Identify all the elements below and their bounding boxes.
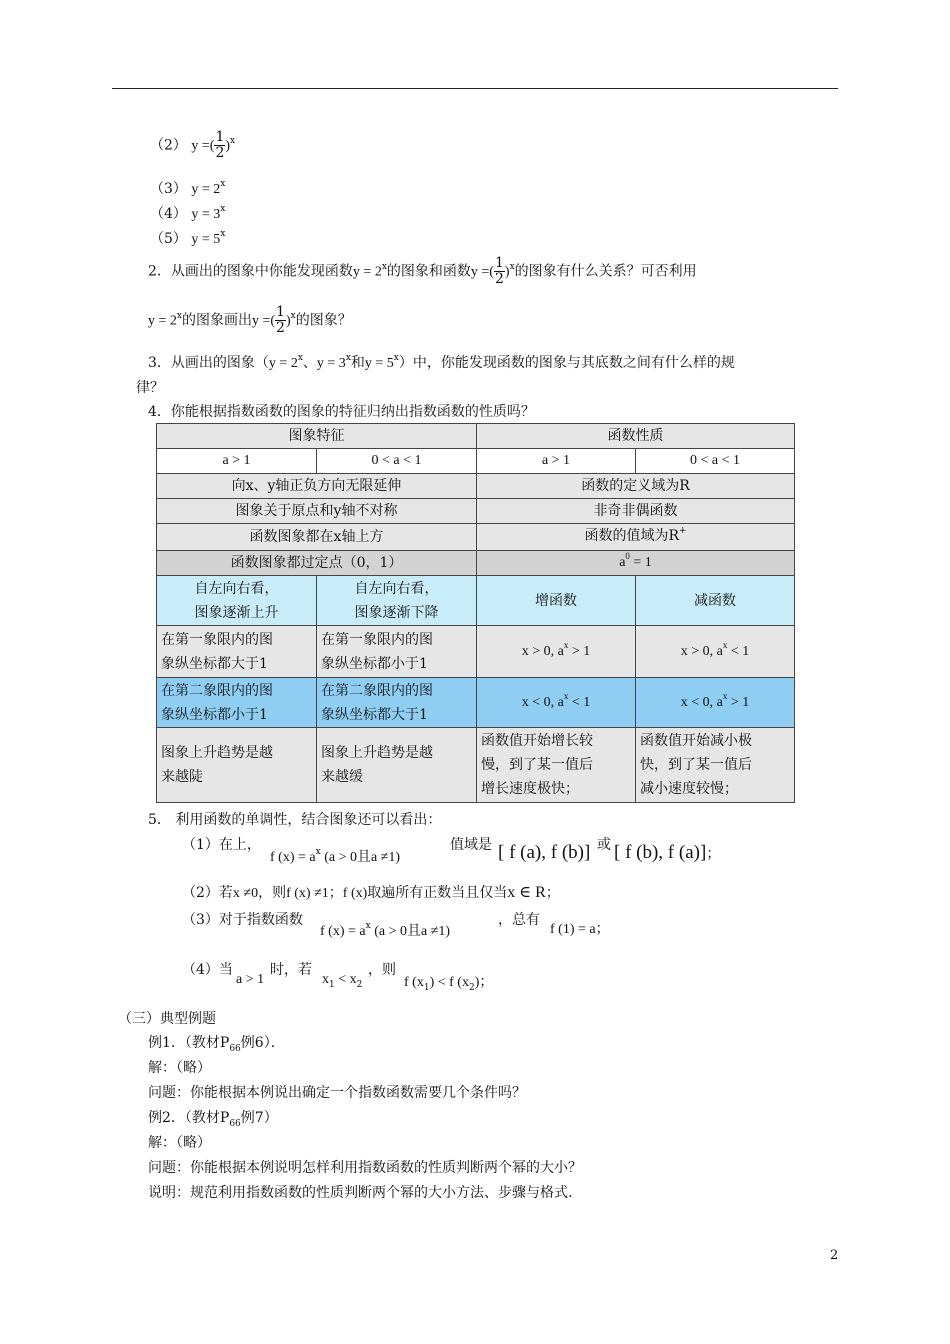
subheader-cell: 0 < a < 1 xyxy=(317,449,477,474)
section-heading: （三）典型例题 xyxy=(118,1011,216,1027)
properties-table xyxy=(156,423,795,803)
table-row xyxy=(157,576,795,626)
table-cell: 图象上升趋势是越 来越缓 xyxy=(317,728,477,803)
table-cell: 图象关于原点和y轴不对称 xyxy=(157,499,477,524)
table-cell: 增函数 xyxy=(477,576,636,626)
formula: y = 3 xyxy=(191,207,221,222)
table-cell: 自左向右看， 图象逐渐下降 xyxy=(317,576,477,626)
table-cell: 在第一象限内的图 象纵坐标都小于1 xyxy=(317,626,477,678)
table-subheader-row xyxy=(157,449,795,474)
table-cell: 自左向右看， 图象逐渐上升 xyxy=(157,576,317,626)
table-cell: 在第二象限内的图 象纵坐标都大于1 xyxy=(317,678,477,728)
header-graph-features: 图象特征 xyxy=(157,424,477,449)
table-cell: 在第一象限内的图 象纵坐标都大于1 xyxy=(157,626,317,678)
q5-item-1-tail: 值域是 xyxy=(450,837,492,853)
fraction: $\frac{1}{2}$ xyxy=(494,255,504,287)
fraction: $\frac{1}{2}$ xyxy=(276,304,285,336)
solution-2: 解：（略） xyxy=(148,1135,211,1151)
solution-1: 解：（略） xyxy=(148,1060,211,1076)
question-4: 4．你能根据指数函数的图象的特征归纳出指数函数的性质吗？ xyxy=(148,404,535,420)
table-cell: 函数图象都过定点（0，1） xyxy=(157,551,477,576)
q5-item-1-ranges: [ f (a), f (b)] xyxy=(498,842,591,863)
question-2-line2: $y = 2^x$的图象画出y =( $\frac{1}{2}$ )$^x$的图象？ xyxy=(148,304,352,336)
table-cell: 函数的定义域为R xyxy=(477,474,795,499)
subheader-cell: a > 1 xyxy=(477,449,636,474)
table-cell: 函数值开始增长较 慢，到了某一值后 增长速度极快； xyxy=(477,728,636,803)
fraction: $\frac{1}{2}$ xyxy=(215,129,225,161)
header-rule xyxy=(112,88,838,89)
list-item-3: （3） $y = 2^x$ xyxy=(150,179,226,197)
table-cell: 图象上升趋势是越 来越陡 xyxy=(157,728,317,803)
table-row xyxy=(157,524,795,551)
list-item-4: （4） $y = 3^x$ xyxy=(150,204,226,222)
page-number: 2 xyxy=(830,1248,839,1263)
q5-item-3: （3）对于指数函数 xyxy=(182,912,303,928)
table-header-row xyxy=(157,424,795,449)
formula: y = 2 xyxy=(191,182,221,197)
table-cell: 减函数 xyxy=(636,576,795,626)
example-2: 例2．（教材$P_{66}$例7） xyxy=(148,1110,278,1129)
q5-item-1-formula: f $(x) = a^x$ (a > 0且a ≠1) xyxy=(270,847,401,865)
q5-item-2: （2）若x ≠0，则f (x) ≠1；f (x)取遍所有正数当且仅当x ∈ R； xyxy=(182,884,560,901)
table-row xyxy=(157,474,795,499)
q5-item-3-formula: f $(x) = a^x$ (a > 0且a ≠1) xyxy=(320,921,451,939)
question-3-line2: 律？ xyxy=(136,380,164,396)
note: 说明：规范利用指数函数的性质判断两个幂的大小方法、步骤与格式. xyxy=(148,1185,573,1201)
formula: y =( xyxy=(191,138,215,154)
table-cell: x < 0, $a^x < 1$ xyxy=(477,678,636,728)
question-2-line1: 2．从画出的图象中你能发现函数$y = 2^x$的图象和函数y =( $\frac{1}{2}$ )$^x$的图象有什么关系？可否利用 xyxy=(148,255,697,287)
q5-item-4: （4）当 xyxy=(182,962,233,978)
list-item-2: （2） y =( $\frac{1}{2}$ )$^x$ xyxy=(150,129,236,161)
table-row xyxy=(157,499,795,524)
table-cell: 在第二象限内的图 象纵坐标都小于1 xyxy=(157,678,317,728)
example-1: 例1．（教材$P_{66}$例6）． xyxy=(148,1035,285,1054)
formula: y = 5 xyxy=(191,232,221,247)
table-row xyxy=(157,551,795,576)
q5-item-1: （1）在上， xyxy=(182,837,261,853)
table-cell: 函数的值域为R+ xyxy=(477,524,795,551)
subheader-cell: 0 < a < 1 xyxy=(636,449,795,474)
table-cell: x < 0, $a^x > 1$ xyxy=(636,678,795,728)
table-cell: x > 0, $a^x < 1$ xyxy=(636,626,795,678)
question-3-line1: 3．从画出的图象（$y = 2^x$、$y = 3^x$和$y = 5^x$）中，你能发现函数的图象与其底数之间有什么样的规 xyxy=(148,353,735,371)
question-2: 问题：你能根据本例说明怎样利用指数函数的性质判断两个幂的大小？ xyxy=(148,1160,582,1176)
header-function-properties: 函数性质 xyxy=(477,424,795,449)
table-row xyxy=(157,626,795,678)
table-cell: x > 0, $a^x > 1$ xyxy=(477,626,636,678)
table-cell: 向x、y轴正负方向无限延伸 xyxy=(157,474,477,499)
item-label: （2） xyxy=(150,137,187,154)
table-cell: 函数值开始减小极 快，到了某一值后 减小速度较慢； xyxy=(636,728,795,803)
table-cell: 函数图象都在x轴上方 xyxy=(157,524,477,551)
table-row xyxy=(157,728,795,803)
question-1: 问题：你能根据本例说出确定一个指数函数需要几个条件吗？ xyxy=(148,1085,526,1101)
subheader-cell: a > 1 xyxy=(157,449,317,474)
list-item-5: （5） $y = 5^x$ xyxy=(150,229,226,247)
table-row xyxy=(157,678,795,728)
table-cell: 非奇非偶函数 xyxy=(477,499,795,524)
table-cell: $a^0 = 1$ xyxy=(477,551,795,576)
question-5-title: 5． 利用函数的单调性，结合图象还可以看出： xyxy=(148,812,442,828)
